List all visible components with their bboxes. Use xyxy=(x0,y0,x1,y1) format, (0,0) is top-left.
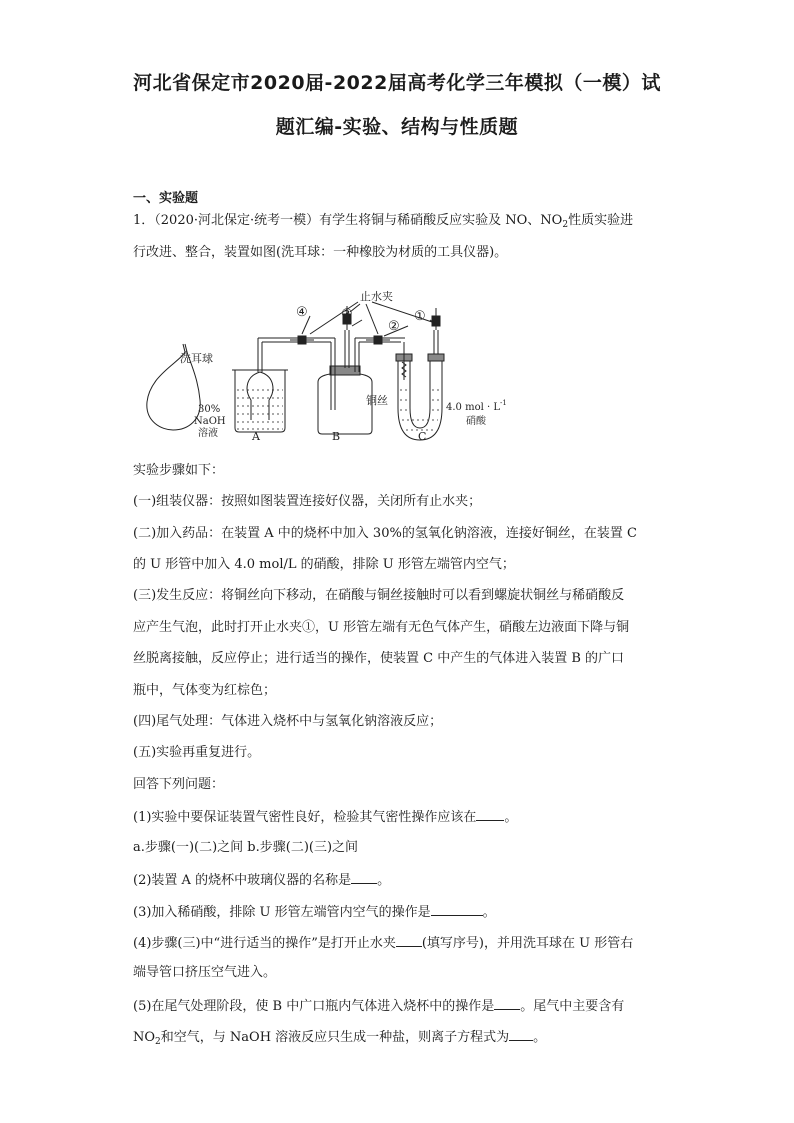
page-title-line-2: 题汇编-实验、结构与性质题 xyxy=(275,116,519,138)
question-1: (1)实验中要保证装置气密性良好，检验其气密性操作应该在 。 xyxy=(133,810,518,825)
answer-blank-1[interactable] xyxy=(476,808,504,821)
step-1: (一)组装仪器：按照如图装置连接好仪器，关闭所有止水夹； xyxy=(133,494,482,509)
beaker-a xyxy=(235,370,285,432)
step-2-line-2: 的 U 形管中加入 4.0 mol/L 的硝酸，排除 U 形管左端管内空气； xyxy=(133,557,515,572)
answer-blank-2[interactable] xyxy=(351,871,377,884)
step-3-line-4: 瓶中，气体变为红棕色； xyxy=(133,683,277,698)
label-num-3: ③ xyxy=(341,307,353,322)
question-1-options: a.步骤(一)(二)之间 b.步骤(二)(三)之间 xyxy=(133,840,359,855)
label-num-1: ① xyxy=(414,309,426,324)
section-heading: 一、实验题 xyxy=(133,191,199,206)
label-copper: 铜丝 xyxy=(366,394,388,407)
question-2: (2)装置 A 的烧杯中玻璃仪器的名称是 。 xyxy=(133,873,391,888)
label-c: C xyxy=(418,430,427,443)
label-a: A xyxy=(252,430,260,443)
step-3-line-2: 应产生气泡，此时打开止水夹①，U 形管左端有无色气体产生，硝酸左边液面下降与铜 xyxy=(133,620,630,635)
question-5-line-1: (5)在尾气处理阶段，使 B 中广口瓶内气体进入烧杯中的操作是 。尾气中主要含有 xyxy=(133,999,625,1014)
label-clamp: 止水夹 xyxy=(360,290,393,303)
question-4-line-2: 端导管口挤压空气进入。 xyxy=(133,965,277,980)
page-title-line-1: 河北省保定市2020届-2022届高考化学三年模拟（一模）试 xyxy=(133,72,661,94)
label-num-4: ④ xyxy=(296,305,308,320)
bottle-b xyxy=(318,374,372,434)
question-intro-line-1: 1．（2020·河北保定·统考一模）有学生将铜与稀硝酸反应实验及 NO、$NO_2$性质实验进 xyxy=(133,213,634,230)
question-4-line-1: (4)步骤(三)中“进行适当的操作”是打开止水夹 (填写序号)，并用洗耳球在 U 形管右 xyxy=(133,936,634,951)
answer-blank-3[interactable] xyxy=(431,903,483,916)
step-3-line-3: 丝脱离接触，反应停止；进行适当的操作，使装置 C 中产生的气体进入装置 B 的广口 xyxy=(133,651,625,666)
label-ear-bulb: 洗耳球 xyxy=(180,352,213,365)
step-2-line-1: (二)加入药品：在装置 A 中的烧杯中加入 30%的氢氧化钠溶液，连接好铜丝，在装置 C xyxy=(133,526,637,541)
label-acid-conc: 4.0 mol · $L^{-1}$ xyxy=(446,399,507,413)
step-5: (五)实验再重复进行。 xyxy=(133,745,261,760)
apparatus-figure xyxy=(140,290,520,450)
question-5-line-2: $NO_2$和空气，与 NaOH 溶液反应只生成一种盐，则离子方程式为 。 xyxy=(133,1030,547,1047)
answer-blank-6[interactable] xyxy=(509,1028,533,1041)
step-4: (四)尾气处理：气体进入烧杯中与氢氧化钠溶液反应； xyxy=(133,714,443,729)
label-num-2: ② xyxy=(388,319,400,334)
answer-blank-5[interactable] xyxy=(494,997,520,1010)
question-3: (3)加入稀硝酸，排除 U 形管左端管内空气的操作是 。 xyxy=(133,905,496,920)
label-naoh-1: 30% xyxy=(198,404,221,415)
step-3-line-1: (三)发生反应：将铜丝向下移动，在硝酸与铜丝接触时可以看到螺旋状铜丝与稀硝酸反 xyxy=(133,588,625,603)
answer-blank-4[interactable] xyxy=(396,934,422,947)
label-b: B xyxy=(332,430,341,443)
label-naoh-2: NaOH xyxy=(194,416,226,427)
label-naoh-3: 溶液 xyxy=(198,428,218,439)
steps-heading: 实验步骤如下： xyxy=(133,463,225,478)
question-intro-line-2: 行改进、整合，装置如图(洗耳球：一种橡胶为材质的工具仪器)。 xyxy=(133,245,508,260)
answers-heading: 回答下列问题： xyxy=(133,777,225,792)
label-acid: 硝酸 xyxy=(466,416,486,427)
